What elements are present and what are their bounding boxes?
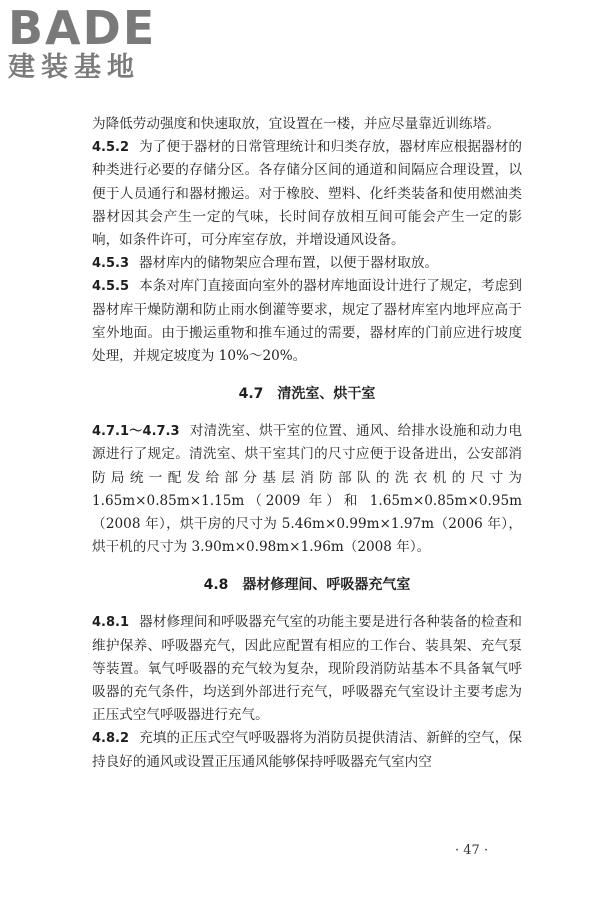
paragraph <box>92 420 522 559</box>
site-logo <box>8 1 188 84</box>
logo-tagline: 建装基地 <box>8 52 140 83</box>
clause-number: 4.5.2 <box>92 140 130 156</box>
paragraph-text: 为降低劳动强度和快速取放，宜设置在一楼，并应尽量靠近训练塔。 <box>92 116 500 132</box>
document-body <box>92 113 522 774</box>
section-number: 4.7 <box>238 386 264 403</box>
paragraph-text: 为了便于器材的日常管理统计和归类存放，器材库应根据器材的种类进行必要的存储分区。各存储分区间的通道和间隔应合理设置，以便于人员通行和器材搬运。对于橡胶、塑料、化纤类装备和使用燃油类器材因其会产生一定的气味，长时间存放相互间可能会产生一定的影响，如条件许可，可分库室存放，并增设通风设备。 <box>92 139 522 249</box>
paragraph-text: 充填的正压式空气呼吸器将为消防员提供清洁、新鲜的空气，保持良好的通风或设置正压通风能够保持呼吸器充气室内空 <box>92 730 522 770</box>
clause-number: 4.5.5 <box>92 279 130 295</box>
clause-number: 4.8.2 <box>92 731 130 747</box>
paragraph <box>92 727 522 773</box>
section-heading <box>92 382 522 406</box>
section-number: 4.8 <box>203 577 229 594</box>
clause-number: 4.5.3 <box>92 256 130 272</box>
section-title: 器材修理间、呼吸器充气室 <box>242 577 411 594</box>
logo-brand: BADE <box>8 1 157 55</box>
clause-number: 4.7.1～4.7.3 <box>92 424 180 440</box>
section-title: 清洗室、烘干室 <box>277 386 376 403</box>
paragraph <box>92 252 522 275</box>
page-number: · 47 · <box>455 843 489 858</box>
paragraph-text: 本条对库门直接面向室外的器材库地面设计进行了规定，考虑到器材库干燥防潮和防止雨水倒灌等要求，规定了器材库室内地坪应高于室外地面。由于搬运重物和推车通过的需要，器材库的门前应进行坡度处理，并规定坡度为 10%～20%。 <box>92 278 522 365</box>
section-heading <box>92 573 522 597</box>
paragraph <box>92 136 522 252</box>
paragraph <box>92 611 522 727</box>
paragraph-text: 对清洗室、烘干室的位置、通风、给排水设施和动力电源进行了规定。清洗室、烘干室其门的尺寸应便于设备进出，公安部消防局统一配发给部分基层消防部队的洗衣机的尺寸为 1.65m×0.85m×1.15m（2009 年）和 1.65m×0.85m×0.95m（2008 年），烘干房的尺寸为 5.46m×0.99m×1.97m（2006 年），烘干机的尺寸为 3.90m×0.98m×1.96m（2008 年）。 <box>92 423 522 556</box>
paragraph <box>92 275 522 368</box>
clause-number: 4.8.1 <box>92 615 130 631</box>
paragraph-text: 器材库内的储物架应合理布置，以便于器材取放。 <box>139 255 439 272</box>
paragraph <box>92 113 522 136</box>
paragraph-text: 器材修理间和呼吸器充气室的功能主要是进行各种装备的检查和维护保养、呼吸器充气，因此应配置有相应的工作台、装具架、充气泵等装置。氧气呼吸器的充气较为复杂，现阶段消防站基本不具备氧气呼吸器的充气条件，均送到外部进行充气，呼吸器充气室设计主要考虑为正压式空气呼吸器进行充气。 <box>92 614 522 724</box>
